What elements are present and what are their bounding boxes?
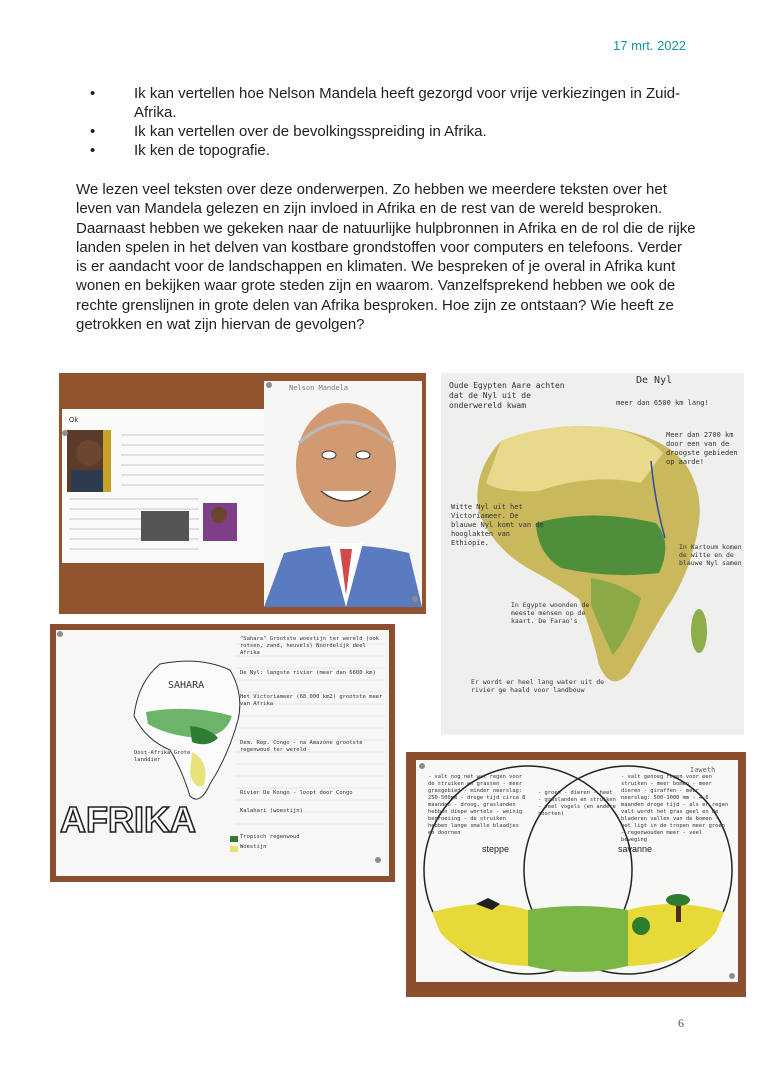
worksheet-header: Ok (69, 417, 78, 424)
legend-woestijn: Woestijn (240, 844, 267, 850)
notes-savanne: - valt genoeg regen voor een struiken - meer bomen - meer dieren - giraffen - meer neerslag: 500-1000 mm - 4-6 maanden droge tijd - als er regen valt wordt het gras geel en de bladeren vallen van de bomen - het ligt in de tropen meer groen - regenwouden meer - veel beweging (621, 774, 729, 843)
label-steppe: steppe (482, 844, 510, 854)
photo-venn-diagram (406, 752, 746, 997)
note-congo: Dem. Rep. Congo - na Amazone grootste regenwoud ter wereld (240, 740, 363, 753)
body-paragraph: We lezen veel teksten over deze onderwerpen. Zo hebben we meerdere teksten over het leven van Mandela gelezen en zijn invloed in Afrika en de rest van de wereld besproken. Daarnaast hebben we gekeken naar de natuurlijke hulpbronnen in Afrika en de rol die de rijke landen spelen in het delven van kostbare grondstoffen voor computers en telefoons. Verder is er aandacht voor de landschappen en klimaten. We bespreken of je overal in Afrika kunt wonen en bekijken waar grote steden zijn en waarom. Vanzelfsprekend hebben we ook de rechte grenslijnen in grote delen van Afrika besproken. Hoe zijn ze ontstaan? Wie heeft ze getrokken en wat zijn hiervan de gevolgen? (76, 181, 696, 334)
student-name: Iaweth (690, 766, 716, 774)
note-droogste: Meer dan 2700 km door een van de droogste gebieden op aarde! (666, 431, 738, 466)
bullet-icon: • (90, 142, 96, 159)
poster-title: Nelson Mandela (289, 384, 349, 392)
map-label-sahara: SAHARA (168, 680, 205, 691)
note-kongo: Rivier De Kongo - loopt door Congo (240, 790, 353, 796)
note-de-nyl: De Nyl (636, 375, 673, 386)
date-header: 17 mrt. 2022 (613, 38, 686, 53)
list-item-text: Ik kan vertellen over de bevolkingsspreiding in Afrika. (134, 123, 487, 140)
note-oost-afrika: Oost-Afrika Grote landdier (134, 750, 191, 763)
note-witte-nyl: Witte Nyl uit het Victoriameer. De blauwe Nyl komt van de hooglakten van Ethiopie. (451, 503, 544, 547)
note-nyl: De Nyl: langste rivier (meer dan 6600 km) (240, 670, 376, 676)
photo-nile-map (441, 373, 744, 735)
note-egypte: In Egypte woonden de meeste mensen op de kaart. De Farao's (511, 601, 590, 625)
page-number: 6 (678, 1016, 684, 1030)
photo-afrika-poster (50, 624, 395, 882)
note-kalahari: Kalahari (woestijn) (240, 808, 303, 814)
list-item-text: Ik ken de topografie. (134, 142, 270, 159)
list-item-text: Ik kan vertellen hoe Nelson Mandela heeft gezorgd voor vrije verkiezingen in Zuid-Afrika. (134, 85, 681, 121)
label-savanne: savanne (618, 844, 653, 854)
learning-goals-list (76, 84, 696, 160)
notes-shared: - groen - dieren - heet - graslanden en struiken - veel vogels (en andere soorten) (538, 790, 616, 817)
photo-mandela-posters (59, 373, 426, 614)
legend-tropisch: Tropisch regenwoud (240, 834, 300, 840)
note-landbouw: Er wordt er heel lang water uit de rivier ge haald voor landbouw (471, 678, 605, 694)
note-length: meer dan 6500 km lang! (616, 399, 709, 407)
note-kartoum: In Kartoum komen de witte en de blauwe Nyl samen (679, 543, 742, 567)
bullet-icon: • (90, 85, 96, 102)
bullet-icon: • (90, 123, 96, 140)
note-victoria: Het Victoriameer (68.000 km2) grootste meer van Afrika (240, 694, 383, 707)
poster-title-afrika: AFRIKA (60, 799, 196, 840)
notes-steppe: - valt nog net wat regen voor de struiken en grassen - meer grasgebied - minder neerslag: 250-500mm - droge tijd circa 8 maanden - droog, graslanden hebben diepe wortels - weinig begroeiing - de struiken hebben lange smalle blaadjes en doornen (428, 774, 526, 836)
note-oude-egypten: Oude Egypten Aare achten dat de Nyl uit de onderwereld kwam (449, 381, 565, 410)
note-sahara: "Sahara" Grootste woestijn ter wereld (ook rotsen, zand, heuvels) Noordelijk deel Afrika (240, 636, 380, 656)
list-item (76, 141, 696, 160)
list-item (76, 122, 696, 141)
list-item (76, 84, 696, 122)
